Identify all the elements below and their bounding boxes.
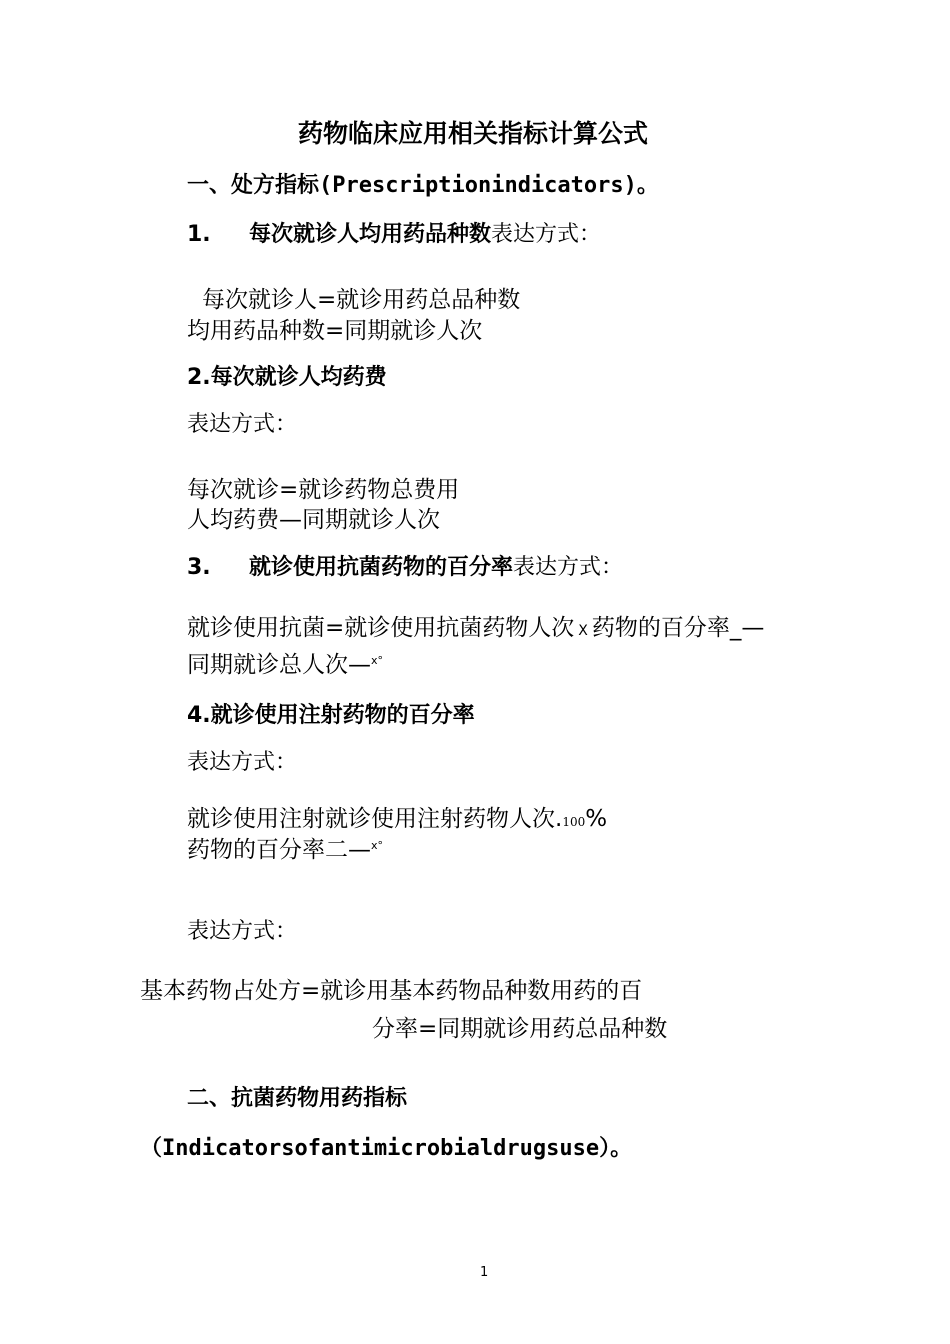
item-3-formula-line-2 <box>187 654 383 677</box>
item-1-formula-line-2: 均用药品种数=同期就诊人次 <box>187 318 483 344</box>
item-3-number: 3. <box>187 555 211 580</box>
item-3-formula-line-2-text: 同期就诊总人次— <box>187 652 371 678</box>
item-4-formula-line-2-text: 药物的百分率二— <box>187 837 371 863</box>
item-4-expression-label: 表达方式： <box>187 750 298 775</box>
item-3-formula-line-1 <box>187 617 764 640</box>
item-1-number: 1. <box>187 222 211 247</box>
item-5-formula-line-2: 分率=同期就诊用药总品种数 <box>372 1016 668 1042</box>
item-2-formula-line-2: 人均药费—同期就诊人次 <box>187 507 440 533</box>
item-4-formula-line-1-pct: % <box>585 806 608 832</box>
item-3-name: 就诊使用抗菌药物的百分率 <box>249 555 514 580</box>
item-4-formula-line-1-small: 100 <box>562 815 586 829</box>
section-2-heading: 二、抗菌药物用药指标 <box>187 1086 408 1111</box>
item-1-formula-line-1: 每次就诊人=就诊用药总品种数 <box>202 287 521 313</box>
section-1-heading-en: (Prescriptionindicators)。 <box>319 173 659 198</box>
item-4-formula-line-1-text: 就诊使用注射就诊使用注射药物人次. <box>187 806 563 832</box>
item-3-heading <box>187 557 623 579</box>
section-1-heading-cn: 一、处方指标 <box>187 173 320 198</box>
item-3-formula-line-1-a: 就诊使用抗菌=就诊使用抗菌药物人次 <box>187 615 575 641</box>
item-4-heading: 4.就诊使用注射药物的百分率 <box>187 703 475 728</box>
item-3-formula-line-1-b: 药物的百分率_— <box>591 615 765 641</box>
item-2-expression-label: 表达方式： <box>187 412 298 437</box>
item-1-suffix: 表达方式： <box>491 222 602 247</box>
item-3-formula-line-1-x: X <box>578 623 588 639</box>
item-4-formula-line-1 <box>187 808 607 831</box>
item-5-formula-line-1: 基本药物占处方=就诊用基本药物品种数用药的百 <box>140 978 643 1004</box>
section-1-heading <box>187 175 659 197</box>
item-1-heading <box>187 224 601 246</box>
item-4-formula-line-2 <box>187 839 383 862</box>
item-3-formula-line-2-tail: x° <box>371 654 384 667</box>
item-4-formula-line-2-tail: x° <box>371 839 384 852</box>
document-title: 药物临床应用相关指标计算公式 <box>298 119 649 148</box>
section-2-subheading: （Indicatorsofantimicrobialdrugsuse）。 <box>140 1136 633 1161</box>
item-2-heading: 2.每次就诊人均药费 <box>187 365 387 390</box>
item-5-expression-label: 表达方式： <box>187 919 298 944</box>
item-3-suffix: 表达方式： <box>513 555 624 580</box>
page-number: 1 <box>480 1265 489 1280</box>
item-1-name: 每次就诊人均用药品种数 <box>249 222 492 247</box>
item-2-formula-line-1: 每次就诊=就诊药物总费用 <box>187 477 460 503</box>
